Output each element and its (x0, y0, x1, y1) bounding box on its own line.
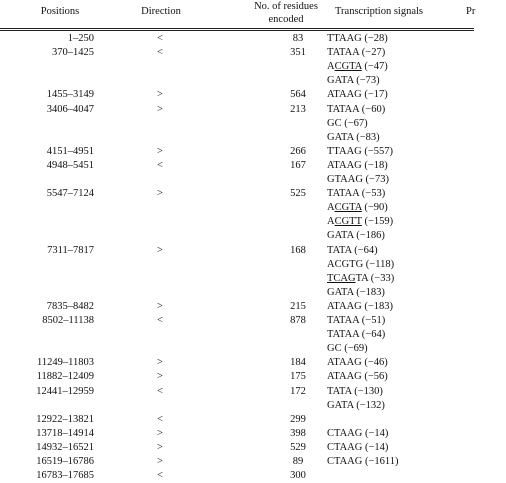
header-partial: Pr (466, 6, 476, 17)
signal-text: A (327, 61, 335, 73)
signal-text: TATA (−130) (327, 385, 383, 397)
positions-cell: 16519–16786 (36, 456, 94, 467)
signal-text: ACGTG (−118) (327, 258, 395, 270)
direction-cell: < (157, 47, 163, 59)
transcription-signal-cell (327, 131, 380, 145)
signal-text: A (327, 216, 335, 228)
table-row (0, 46, 474, 60)
signal-text: ATAAG (−46) (327, 357, 388, 369)
transcription-signal-cell (327, 342, 368, 356)
header-positions: Positions (40, 6, 80, 17)
table-row (0, 286, 474, 300)
direction-cell: > (157, 456, 163, 467)
positions-cell: 1455–3149 (46, 89, 94, 101)
transcription-signal-cell (327, 272, 394, 286)
table-row (0, 399, 474, 413)
table-row (0, 117, 474, 131)
residues-cell: 351 (290, 47, 306, 59)
direction-cell: < (157, 33, 163, 44)
positions-cell: 4948–5451 (46, 159, 94, 171)
underlined-motif: CGTT (334, 216, 362, 228)
signal-text: TATA (−64) (327, 244, 378, 256)
positions-cell: 1–250 (67, 33, 94, 44)
table-row (0, 201, 474, 215)
signal-text: TATAA (−27) (327, 47, 386, 59)
direction-cell: > (157, 145, 163, 157)
table-row (0, 385, 474, 399)
residues-cell: 529 (290, 441, 306, 453)
table-row (0, 74, 474, 88)
signal-text: GC (−69) (327, 343, 368, 355)
signal-text: ATAAG (−56) (327, 371, 388, 383)
residues-cell: 167 (290, 159, 306, 171)
signal-text: CTAAG (−14) (327, 441, 389, 453)
header-residues-line2: encoded (268, 14, 304, 25)
signal-text: TA (−33) (355, 272, 395, 284)
residues-cell: 89 (292, 456, 304, 467)
header-rule-bottom (0, 30, 474, 31)
table-row (0, 272, 474, 286)
positions-cell: 12922–13821 (36, 413, 94, 425)
transcription-signal-cell (327, 399, 385, 413)
direction-cell: > (157, 188, 163, 200)
direction-cell: < (157, 470, 163, 482)
signal-text: GATA (−83) (327, 131, 380, 143)
direction-cell: > (157, 357, 163, 369)
table-row (0, 187, 474, 201)
direction-cell: < (157, 159, 163, 171)
signal-text: GATA (−186) (327, 230, 385, 242)
direction-cell: < (157, 385, 163, 397)
table-row (0, 356, 474, 370)
transcription-signal-cell (327, 314, 385, 328)
table-row (0, 455, 474, 469)
positions-cell: 14932–16521 (36, 441, 94, 453)
residues-cell: 398 (290, 427, 306, 439)
signal-text: TATAA (−51) (327, 315, 386, 326)
direction-cell: > (157, 427, 163, 439)
residues-cell: 213 (290, 103, 306, 115)
transcription-signal-cell (327, 328, 385, 342)
signal-text: ATAAG (−17) (327, 89, 388, 101)
transcription-signal-cell (327, 215, 393, 229)
header-residues (240, 0, 332, 26)
direction-cell: > (157, 89, 163, 101)
header-direction: Direction (141, 6, 181, 17)
positions-cell: 5547–7124 (46, 188, 94, 200)
direction-cell: > (157, 371, 163, 383)
residues-cell: 168 (290, 244, 306, 256)
transcription-signal-cell (327, 427, 388, 441)
transcription-signal-cell (327, 74, 380, 88)
residues-cell: 215 (290, 300, 306, 312)
signal-text: GTAAG (−73) (327, 174, 389, 185)
table-row (0, 328, 474, 342)
table-row (0, 469, 474, 483)
table-row (0, 145, 474, 159)
table-row (0, 173, 474, 187)
signal-text: TATAA (−64) (327, 329, 386, 341)
signal-text: GATA (−183) (327, 286, 385, 298)
table-row (0, 103, 474, 117)
signal-text: GC (−67) (327, 117, 368, 129)
positions-cell: 16783–17685 (36, 470, 94, 482)
transcription-signal-cell (327, 356, 388, 370)
signal-text: ATAAG (−18) (327, 159, 388, 171)
transcription-signal-cell (327, 201, 388, 215)
table-row (0, 441, 474, 455)
positions-cell: 11882–12409 (36, 371, 94, 383)
signal-text: GATA (−73) (327, 75, 380, 87)
signal-text: ATAAG (−183) (327, 300, 394, 312)
transcription-signal-cell (327, 455, 398, 469)
residues-cell: 175 (290, 371, 306, 383)
signal-text: (−159) (361, 216, 394, 228)
transcription-signal-cell (327, 32, 388, 46)
table-row (0, 370, 474, 384)
positions-cell: 3406–4047 (46, 103, 94, 115)
signal-text: CTAAG (−1611) (327, 456, 399, 467)
underlined-motif: CGTA (334, 61, 362, 73)
residues-cell: 525 (290, 188, 306, 200)
transcription-signal-cell (327, 286, 385, 300)
transcription-signal-cell (327, 385, 383, 399)
table-row (0, 88, 474, 102)
positions-cell: 12441–12959 (36, 385, 94, 397)
direction-cell: > (157, 103, 163, 115)
direction-cell: < (157, 315, 163, 326)
header-rule-top (0, 28, 474, 29)
signal-text: (−90) (361, 202, 388, 214)
transcription-signal-cell (327, 103, 385, 117)
table-row (0, 342, 474, 356)
residues-cell: 878 (290, 315, 306, 326)
residues-cell: 83 (292, 33, 304, 44)
table-row (0, 244, 474, 258)
transcription-signal-cell (327, 145, 393, 159)
underlined-motif: TCAG (327, 272, 356, 284)
table-row (0, 229, 474, 243)
transcription-signal-cell (327, 229, 385, 243)
residues-cell: 184 (290, 357, 306, 369)
positions-cell: 370–1425 (52, 47, 94, 59)
transcription-signal-cell (327, 370, 388, 384)
table-row (0, 32, 474, 46)
transcription-signal-cell (327, 117, 368, 131)
table-row (0, 314, 474, 328)
transcription-signal-cell (327, 60, 388, 74)
residues-cell: 299 (290, 413, 306, 425)
signal-text: TATAA (−53) (327, 188, 386, 200)
direction-cell: > (157, 244, 163, 256)
direction-cell: > (157, 441, 163, 453)
transcription-signal-cell (327, 173, 389, 187)
header-residues-line1: No. of residues (254, 1, 318, 12)
transcription-signal-cell (327, 88, 388, 102)
table-row (0, 258, 474, 272)
table-row (0, 215, 474, 229)
table-row (0, 131, 474, 145)
table-row (0, 300, 474, 314)
signal-text: TATAA (−60) (327, 103, 386, 115)
positions-cell: 8502–11138 (42, 315, 94, 326)
residues-cell: 564 (290, 89, 306, 101)
residues-cell: 300 (290, 470, 306, 482)
direction-cell: < (157, 413, 163, 425)
transcription-signal-cell (327, 46, 385, 60)
positions-cell: 11249–11803 (37, 357, 94, 369)
transcription-signal-cell (327, 441, 388, 455)
table-row (0, 159, 474, 173)
signal-text: A (327, 202, 335, 214)
positions-cell: 13718–14914 (36, 427, 94, 439)
table-row (0, 60, 474, 74)
signal-text: CTAAG (−14) (327, 427, 389, 439)
table-row (0, 413, 474, 427)
underlined-motif: CGTA (334, 202, 362, 214)
positions-cell: 7311–7817 (47, 244, 94, 256)
signal-text: TTAAG (−28) (327, 33, 388, 44)
signal-text: (−47) (361, 61, 388, 73)
transcription-signal-cell (327, 187, 385, 201)
header-transcription-signals: Transcription signals (335, 6, 423, 17)
positions-cell: 7835–8482 (46, 300, 94, 312)
transcription-signal-cell (327, 258, 394, 272)
positions-cell: 4151–4951 (46, 145, 94, 157)
transcription-signal-cell (327, 300, 393, 314)
transcription-signal-cell (327, 159, 388, 173)
table-row (0, 427, 474, 441)
direction-cell: > (157, 300, 163, 312)
residues-cell: 266 (290, 145, 306, 157)
residues-cell: 172 (290, 385, 306, 397)
signal-text: TTAAG (−557) (327, 145, 394, 157)
transcription-signal-cell (327, 244, 378, 258)
signal-text: GATA (−132) (327, 399, 385, 411)
